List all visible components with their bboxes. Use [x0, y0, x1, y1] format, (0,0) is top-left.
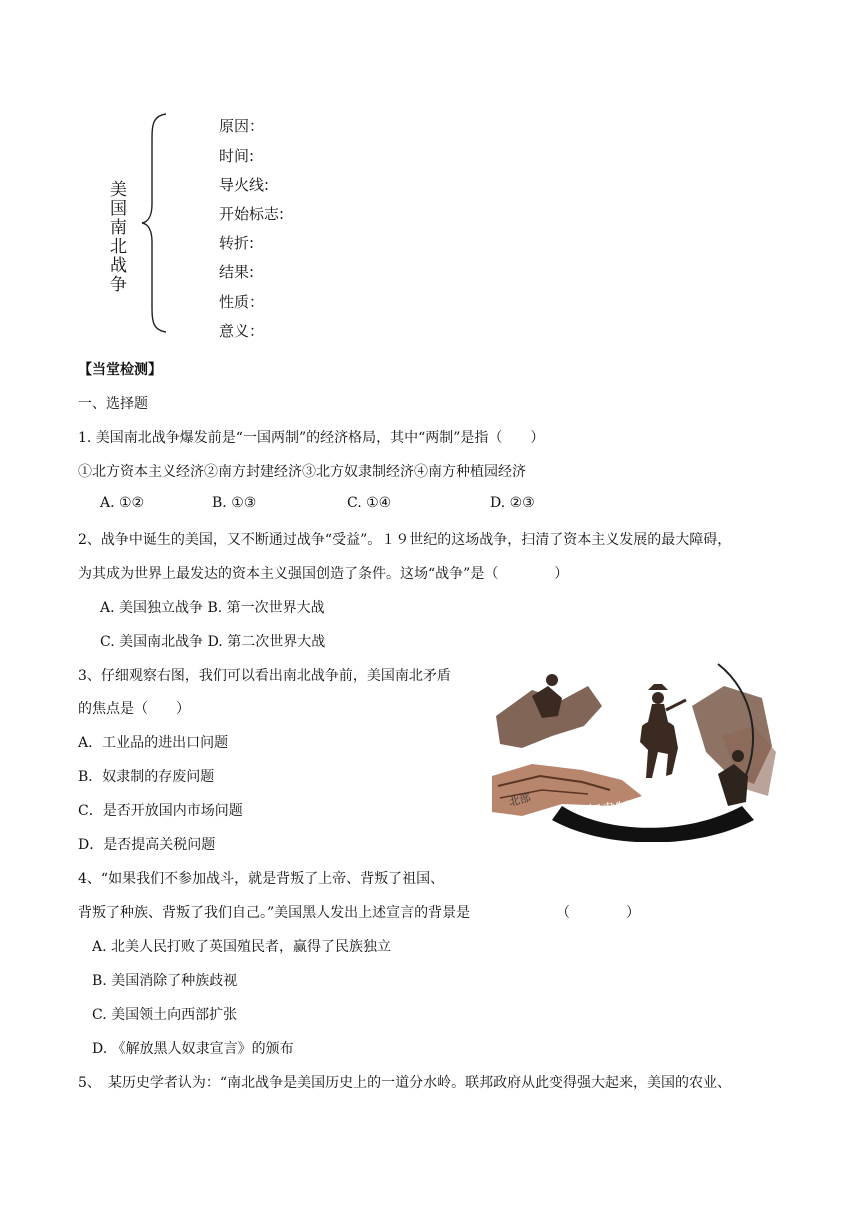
- outline-item-cause: 原因：: [219, 117, 265, 135]
- curly-brace: [140, 112, 170, 334]
- q3-option-a: A．工业品的进出口问题: [78, 735, 229, 751]
- q3-option-b: B．奴隶制的存废问题: [78, 769, 215, 785]
- outline-item-turning: 转折:: [219, 234, 255, 252]
- outline-item-nature: 性质：: [219, 293, 265, 311]
- outline-item-significance: 意义：: [219, 322, 265, 340]
- q3-option-d: D．是否提高关税问题: [78, 837, 216, 853]
- q4-answer-blank: （ ）: [556, 905, 640, 921]
- q1-option-c: C. ①④: [347, 495, 392, 511]
- outline-item-trigger: 导火线:: [219, 176, 270, 194]
- outline-item-time: 时间:: [219, 147, 255, 165]
- q2-line2: 为其成为世界上最发达的资本主义强国创造了条件。这场“战争”是（ ）: [78, 566, 569, 582]
- cartoon-caption: 奴隶制的扩张: [586, 795, 672, 820]
- slavery-expansion-cartoon: [492, 656, 776, 842]
- outline-item-result: 结果:: [219, 263, 255, 281]
- q1-option-a: A. ①②: [100, 495, 145, 511]
- q3-option-c: C．是否开放国内市场问题: [78, 803, 243, 819]
- q1-statements: ①北方资本主义经济②南方封建经济③北方奴隶制经济④南方种植园经济: [78, 464, 526, 480]
- q1-option-d: D. ②③: [490, 495, 535, 511]
- q2-options-row1: A. 美国独立战争 B. 第一次世界大战: [100, 600, 325, 616]
- q2-line1: 2、战争中诞生的美国，又不断通过战争“受益”。１９世纪的这场战争，扫清了资本主义发展的最大障碍，: [78, 532, 732, 548]
- section-heading: 【当堂检测】: [78, 362, 162, 378]
- q4-line2: 背叛了种族、背叛了我们自己。”美国黑人发出上述宣言的背景是: [78, 905, 471, 921]
- q3-line2: 的焦点是（ ）: [78, 701, 190, 717]
- outline-title: 美国南北战争: [106, 180, 126, 294]
- outline-item-start: 开始标志:: [219, 205, 285, 223]
- q1-stem: 1. 美国南北战争爆发前是“一国两制”的经济格局，其中“两制”是指（ ）: [78, 430, 545, 446]
- q3-line1: 3、仔细观察右图，我们可以看出南北战争前，美国南北矛盾: [78, 668, 451, 684]
- q4-line1: 4、“如果我们不参加战斗，就是背叛了上帝、背叛了祖国、: [78, 871, 445, 887]
- cartoon-north-label: 北部: [507, 790, 533, 809]
- q5-line1: 5、 某历史学者认为：“南北战争是美国历史上的一道分水岭。联邦政府从此变得强大起来，美国的农业、: [78, 1075, 732, 1091]
- q1-option-b: B. ①③: [212, 495, 257, 511]
- q4-option-d: D. 《解放黑人奴隶宣言》的颁布: [92, 1041, 294, 1057]
- q4-option-a: A. 北美人民打败了英国殖民者，赢得了民族独立: [92, 939, 392, 955]
- q2-options-row2: C. 美国南北战争 D. 第二次世界大战: [100, 634, 326, 650]
- part-heading: 一、选择题: [78, 396, 148, 412]
- q4-option-c: C. 美国领土向西部扩张: [92, 1007, 238, 1023]
- q4-option-b: B. 美国消除了种族歧视: [92, 973, 238, 989]
